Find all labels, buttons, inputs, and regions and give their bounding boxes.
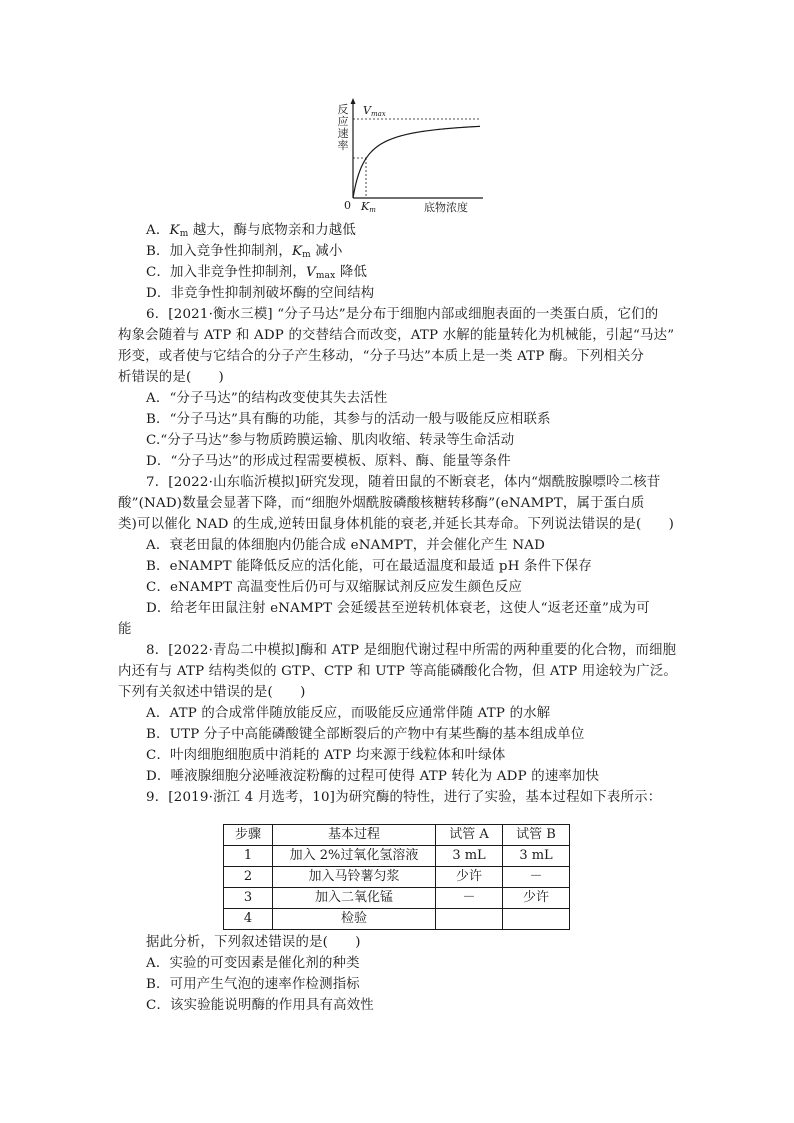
table-row xyxy=(224,846,570,867)
q5-c-text: 降低 xyxy=(335,265,368,280)
q6-stem-line-3: 形变，或者使与它结合的分子产生移动，“分子马达”本质上是一类 ATP 酶。下列相关分 xyxy=(118,349,645,364)
q7-stem-line-1: 7．[2022·山东临沂模拟]研究发现，随着田鼠的不断衰老，体内“烟酰胺腺嘌呤二核苷 xyxy=(146,475,661,490)
q8-option-b: B．UTP 分子中高能磷酸键全部断裂后的产物中有某些酶的基本组成单位 xyxy=(146,727,585,742)
vmax-label-main: V xyxy=(363,104,371,117)
table-cell: 4 xyxy=(224,909,273,930)
table-row xyxy=(224,888,570,909)
q9-stem: 9．[2019·浙江 4 月选考，10]为研究酶的特性，进行了实验，基本过程如下表所示： xyxy=(146,790,662,805)
table-header-cell: 试管 A xyxy=(436,825,503,846)
km-label-sub: m xyxy=(369,206,376,214)
q5-c-prefix: C．加入非竞争性抑制剂， xyxy=(146,265,306,280)
table-cell: 3 mL xyxy=(503,846,570,867)
q5-a-text: 越大，酶与底物亲和力越低 xyxy=(188,223,356,238)
q6-stem-line-2: 构象会随着与 ATP 和 ADP 的交替结合而改变，ATP 水解的能量转化为机械能，引起“马达” xyxy=(118,328,675,343)
km-label xyxy=(361,201,376,213)
origin-label: 0 xyxy=(344,199,351,212)
reaction-rate-curve xyxy=(353,126,480,198)
x-axis-label: 底物浓度 xyxy=(424,201,468,214)
q6-option-a: A．“分子马达”的结构改变使其失去活性 xyxy=(146,391,388,406)
q5-b-sub: m xyxy=(302,250,311,260)
q7-option-d-line-2: 能 xyxy=(118,622,132,637)
vmax-label xyxy=(363,105,386,117)
q8-stem-line-1: 8．[2022·青岛二中模拟]酶和 ATP 是细胞代谢过程中所需的两种重要的化合物，而细胞 xyxy=(146,643,677,658)
q6-option-d: D．“分子马达”的形成过程需要模板、原料、酶、能量等条件 xyxy=(146,454,511,469)
table-cell xyxy=(436,909,503,930)
q5-option-b xyxy=(146,242,343,261)
q8-stem-line-3: 下列有关叙述中错误的是( ) xyxy=(118,685,306,700)
q7-stem-line-3: 类)可以催化 NAD 的生成,逆转田鼠身体机能的衰老,并延长其寿命。下列说法错误的是( ) xyxy=(118,517,675,532)
q5-a-sub: m xyxy=(179,229,189,239)
table-header-cell: 试管 B xyxy=(503,825,570,846)
q8-stem-line-2: 内还有与 ATP 结构类似的 GTP、CTP 和 UTP 等高能磷酸化合物，但 ATP 用途较为广泛。 xyxy=(118,664,677,679)
q6-option-c: C.“分子马达”参与物质跨膜运输、肌肉收缩、转录等生命活动 xyxy=(146,433,515,448)
experiment-table xyxy=(223,824,570,930)
table-cell: 检验 xyxy=(273,909,436,930)
table-cell: 少许 xyxy=(503,888,570,909)
q5-option-c xyxy=(146,263,367,282)
table-header-cell: 步骤 xyxy=(224,825,273,846)
q5-a-prefix: A． xyxy=(146,223,170,238)
q5-a-k: K xyxy=(169,223,180,238)
table-header-cell: 基本过程 xyxy=(273,825,436,846)
y-axis-arrow xyxy=(351,98,356,104)
enzyme-kinetics-graph xyxy=(336,96,486,220)
q5-c-v: V xyxy=(305,265,316,280)
q8-option-d: D．唾液腺细胞分泌唾液淀粉酶的过程可使得 ATP 转化为 ADP 的速率加快 xyxy=(146,769,600,784)
table-cell: 2 xyxy=(224,867,273,888)
table-cell: 3 mL xyxy=(436,846,503,867)
q9-option-c: C．该实验能说明酶的作用具有高效性 xyxy=(146,998,374,1013)
table-row xyxy=(224,909,570,930)
q5-option-d: D．非竞争性抑制剂破坏酶的空间结构 xyxy=(146,286,375,301)
table-cell: 少许 xyxy=(436,867,503,888)
q9-option-b: B．可用产生气泡的速率作检测指标 xyxy=(146,977,360,992)
table-row xyxy=(224,867,570,888)
table-cell: 1 xyxy=(224,846,273,867)
q5-b-prefix: B．加入竞争性抑制剂， xyxy=(146,244,292,259)
table-cell: 加入马铃薯匀浆 xyxy=(273,867,436,888)
q5-b-text: 减小 xyxy=(310,244,343,259)
km-label-main: K xyxy=(361,200,370,213)
q7-option-d-line-1: D．给老年田鼠注射 eNAMPT 会延缓甚至逆转机体衰老，这使人“返老还童”成为可 xyxy=(146,601,650,616)
q7-option-a: A．衰老田鼠的体细胞内仍能合成 eNAMPT，并会催化产生 NAD xyxy=(146,538,546,553)
q5-option-a xyxy=(146,221,356,240)
q5-c-sub: max xyxy=(315,271,336,281)
table-cell: 加入 2%过氧化氢溶液 xyxy=(273,846,436,867)
q6-stem-line-1: 6．[2021·衡水三模] “分子马达”是分布于细胞内部或细胞表面的一类蛋白质，它们的 xyxy=(146,307,659,322)
table-cell: － xyxy=(436,888,503,909)
q6-option-b: B．“分子马达”具有酶的功能，其参与的活动一般与吸能反应相联系 xyxy=(146,412,551,427)
q7-option-b: B．eNAMPT 能降低反应的活化能，可在最适温度和最适 pH 条件下保存 xyxy=(146,559,592,574)
q6-stem-line-4: 析错误的是( ) xyxy=(118,370,224,385)
table-cell: 3 xyxy=(224,888,273,909)
table-cell: 加入二氧化锰 xyxy=(273,888,436,909)
q8-option-c: C．叶肉细胞细胞质中消耗的 ATP 均来源于线粒体和叶绿体 xyxy=(146,748,506,763)
table-cell xyxy=(503,909,570,930)
q7-option-c: C．eNAMPT 高温变性后仍可与双缩脲试剂反应发生颜色反应 xyxy=(146,580,523,595)
q7-stem-line-2: 酸”(NAD)数量会显著下降，而“细胞外烟酰胺磷酸核糖转移酶”(eNAMPT，属于蛋白质 xyxy=(118,496,645,511)
table-cell: － xyxy=(503,867,570,888)
table-header-row xyxy=(224,825,570,846)
q5-b-k: K xyxy=(291,244,303,259)
vmax-label-sub: max xyxy=(370,110,386,118)
q9-after-table: 据此分析，下列叙述错误的是( ) xyxy=(146,935,361,950)
q9-option-a: A．实验的可变因素是催化剂的种类 xyxy=(146,956,360,971)
q8-option-a: A．ATP 的合成常伴随放能反应，而吸能反应通常伴随 ATP 的水解 xyxy=(146,706,551,721)
y-axis-label: 反应速率 xyxy=(337,103,349,152)
